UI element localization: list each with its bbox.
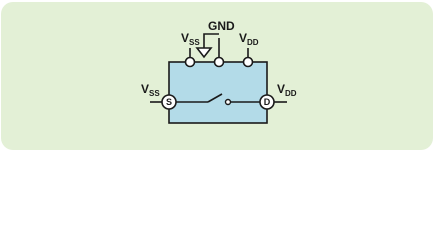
vdd-label-top (239, 32, 259, 49)
vdd-terminal-top (244, 58, 253, 67)
vdd-label-right (277, 83, 297, 100)
vss-label-left (141, 83, 160, 100)
vss-label-top (181, 32, 200, 49)
vss-label-left-main: V (141, 82, 150, 96)
vdd-label-right-sub: DD (285, 89, 297, 98)
chip-body (169, 62, 267, 123)
ground-bracket (204, 34, 219, 48)
drain-terminal-label: D (263, 97, 271, 107)
vdd-label-top-main: V (239, 31, 248, 45)
source-terminal-label: S (165, 97, 172, 107)
vss-terminal-top (186, 58, 195, 67)
switch-contact-open (226, 100, 231, 105)
ground-triangle-icon (197, 48, 211, 57)
vss-label-top-sub: SS (189, 38, 200, 47)
vss-label-top-main: V (181, 31, 190, 45)
gnd-label: GND (208, 19, 235, 33)
vdd-label-top-sub: DD (247, 38, 259, 47)
vss-label-left-sub: SS (149, 89, 160, 98)
vdd-label-right-main: V (277, 82, 286, 96)
gnd-terminal (215, 58, 224, 67)
